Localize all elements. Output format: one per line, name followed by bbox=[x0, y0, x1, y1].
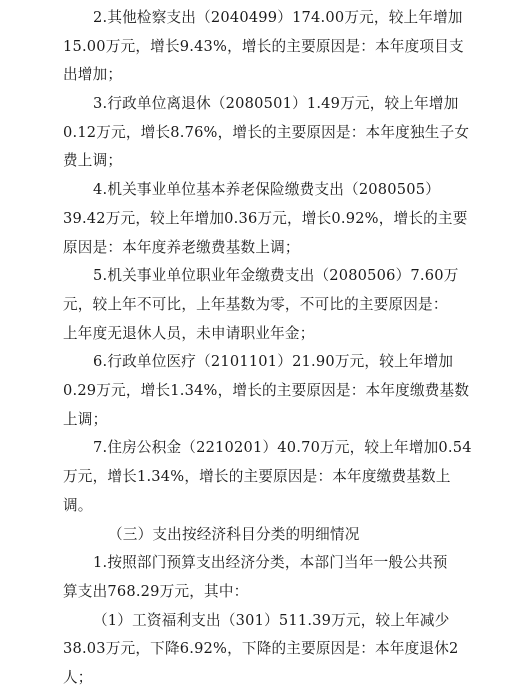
paragraph-line: 5.机关事业单位职业年金缴费支出（2080506）7.60万 bbox=[93, 267, 459, 284]
paragraph-line: 4.机关事业单位基本养老保险缴费支出（2080505） bbox=[93, 181, 441, 198]
paragraph-line: （1）工资福利支出（301）511.39万元，较上年减少 bbox=[93, 612, 450, 629]
paragraph-line: 15.00万元，增长9.43%，增长的主要原因是：本年度项目支 bbox=[63, 38, 464, 55]
paragraph-line: 费上调； bbox=[63, 152, 123, 169]
paragraph-line: 3.行政单位离退休（2080501）1.49万元，较上年增加 bbox=[93, 95, 459, 112]
paragraph-line: 算支出768.29万元，其中： bbox=[63, 583, 249, 600]
paragraph-line: 上调； bbox=[63, 411, 108, 428]
section-heading: （三）支出按经济科目分类的明细情况 bbox=[108, 526, 360, 543]
paragraph-line: 人； bbox=[63, 669, 93, 686]
paragraph-line: 调。 bbox=[63, 497, 93, 514]
paragraph-line: 0.12万元，增长8.76%，增长的主要原因是：本年度独生子女 bbox=[63, 124, 470, 141]
paragraph-line: 万元，增长1.34%，增长的主要原因是：本年度缴费基数上 bbox=[63, 468, 451, 485]
paragraph-line: 上年度无退休人员，未申请职业年金； bbox=[63, 325, 315, 342]
paragraph-line: 2.其他检察支出（2040499）174.00万元，较上年增加 bbox=[93, 9, 463, 26]
paragraph-line: 7.住房公积金（2210201）40.70万元，较上年增加0.54 bbox=[93, 439, 472, 456]
paragraph-line: 1.按照部门预算支出经济分类，本部门当年一般公共预 bbox=[93, 554, 448, 571]
paragraph-line: 39.42万元，较上年增加0.36万元，增长0.92%，增长的主要 bbox=[63, 210, 468, 227]
paragraph-line: 元，较上年不可比，上年基数为零，不可比的主要原因是： bbox=[63, 296, 448, 313]
paragraph-line: 38.03万元，下降6.92%，下降的主要原因是：本年度退休2 bbox=[63, 640, 459, 657]
paragraph-line: 6.行政单位医疗（2101101）21.90万元，较上年增加 bbox=[93, 353, 454, 370]
paragraph-line: 出增加； bbox=[63, 66, 123, 83]
paragraph-line: 原因是：本年度养老缴费基数上调； bbox=[63, 239, 300, 256]
paragraph-line: 0.29万元，增长1.34%，增长的主要原因是：本年度缴费基数 bbox=[63, 382, 470, 399]
